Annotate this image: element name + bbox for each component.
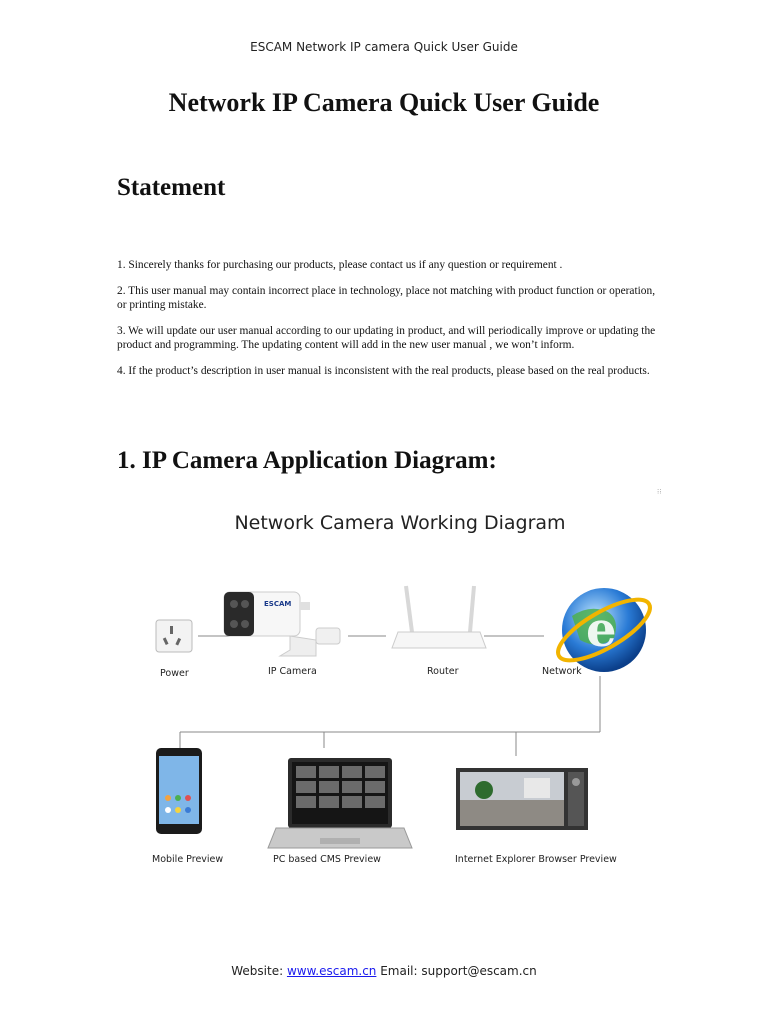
diagram-graphics [140, 500, 660, 880]
label-power: Power [160, 668, 189, 679]
page-header: ESCAM Network IP camera Quick User Guide [250, 40, 518, 54]
document-title: Network IP Camera Quick User Guide [168, 88, 600, 117]
label-pc-cms-preview: PC based CMS Preview [273, 854, 381, 865]
page-footer [0, 964, 768, 978]
browser-preview-icon [456, 768, 588, 830]
margin-mark: ⁝⁝ [657, 488, 662, 496]
mobile-phone-icon [156, 748, 202, 834]
section-1-heading: 1. IP Camera Application Diagram: [117, 447, 497, 474]
statement-item-4: 4. If the product’s description in user manual is inconsistent with the real products, please based on the real products. [117, 365, 650, 377]
website-link[interactable]: www.escam.cn [286, 964, 377, 978]
connection-lines [180, 636, 600, 756]
diagram-title: Network Camera Working Diagram [234, 512, 566, 534]
internet-explorer-globe-icon [550, 588, 658, 672]
statement-item-1: 1. Sincerely thanks for purchasing our products, please contact us if any question or requirement . [117, 259, 563, 271]
router-icon [392, 586, 486, 648]
statement-item-3: 3. We will update our user manual according to our updating in product, and will periodically improve or updating the product and programming. The updating content will add in the new user manual , we won’t inform. [117, 325, 656, 351]
statement-heading: Statement [117, 174, 226, 201]
statement-item-2: 2. This user manual may contain incorrect place in technology, place not matching with product function or operation, or printing mistake. [117, 285, 656, 311]
label-router: Router [427, 666, 459, 677]
statement-list [117, 258, 657, 390]
laptop-icon [268, 758, 412, 848]
svg-text:e: e [586, 602, 617, 658]
label-ie-browser-preview: Internet Explorer Browser Preview [455, 854, 617, 865]
power-socket-icon [156, 620, 192, 652]
website-label: Website: [231, 964, 287, 978]
label-ip-camera: IP Camera [268, 666, 317, 677]
label-mobile-preview: Mobile Preview [152, 854, 224, 865]
ip-camera-icon [224, 592, 340, 656]
svg-text:ESCAM: ESCAM [264, 600, 292, 608]
email-text: Email: support@escam.cn [376, 964, 537, 978]
label-network: Network [542, 666, 582, 677]
working-diagram [140, 500, 660, 880]
